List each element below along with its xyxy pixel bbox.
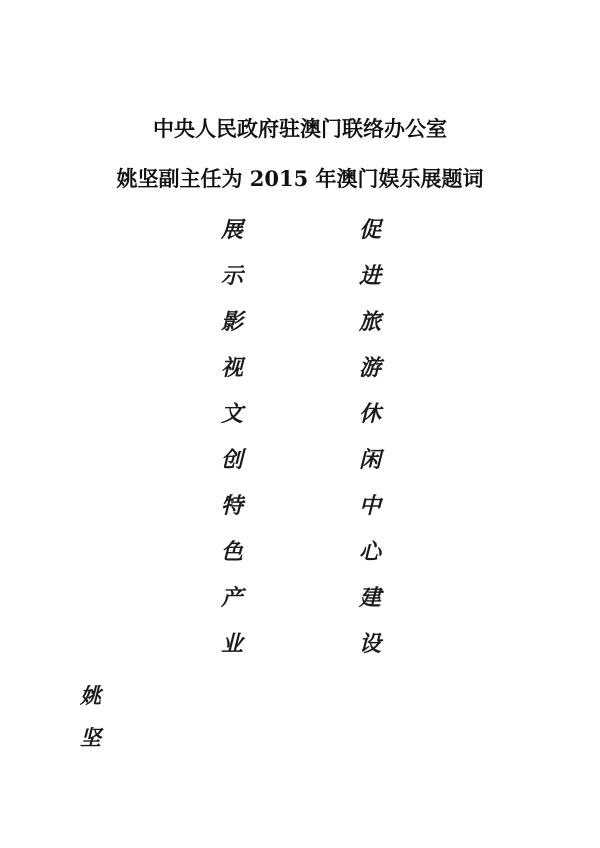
document-title-office: 中央人民政府驻澳门联络办公室 [153, 116, 447, 141]
inscription-character: 产 [220, 585, 243, 611]
inscription-character: 游 [358, 355, 381, 381]
inscription-character: 进 [358, 263, 381, 289]
signature-character: 坚 [80, 725, 101, 750]
inscription-left-column [212, 207, 252, 667]
inscription-character: 休 [358, 401, 381, 427]
inscription-character: 旅 [358, 309, 381, 335]
inscription-character: 文 [220, 401, 243, 427]
document-title-subject: 姚坚副主任为 2015 年澳门娱乐展题词 [116, 166, 484, 191]
inscription-right-column [350, 207, 390, 667]
signature-character: 姚 [80, 683, 101, 708]
inscription-character: 色 [220, 539, 243, 565]
inscription-character: 展 [220, 217, 243, 243]
inscription-character: 建 [358, 585, 381, 611]
inscription-character: 促 [358, 217, 381, 243]
inscription-character: 心 [358, 539, 381, 565]
signature [80, 675, 120, 759]
inscription-character: 特 [220, 493, 243, 519]
inscription-character: 创 [220, 447, 243, 473]
inscription-character: 视 [220, 355, 243, 381]
inscription-character: 闲 [358, 447, 381, 473]
inscription-character: 业 [220, 631, 243, 657]
inscription-character: 影 [220, 309, 243, 335]
inscription-character: 中 [358, 493, 381, 519]
inscription-character: 示 [220, 263, 243, 289]
inscription-character: 设 [358, 631, 381, 657]
